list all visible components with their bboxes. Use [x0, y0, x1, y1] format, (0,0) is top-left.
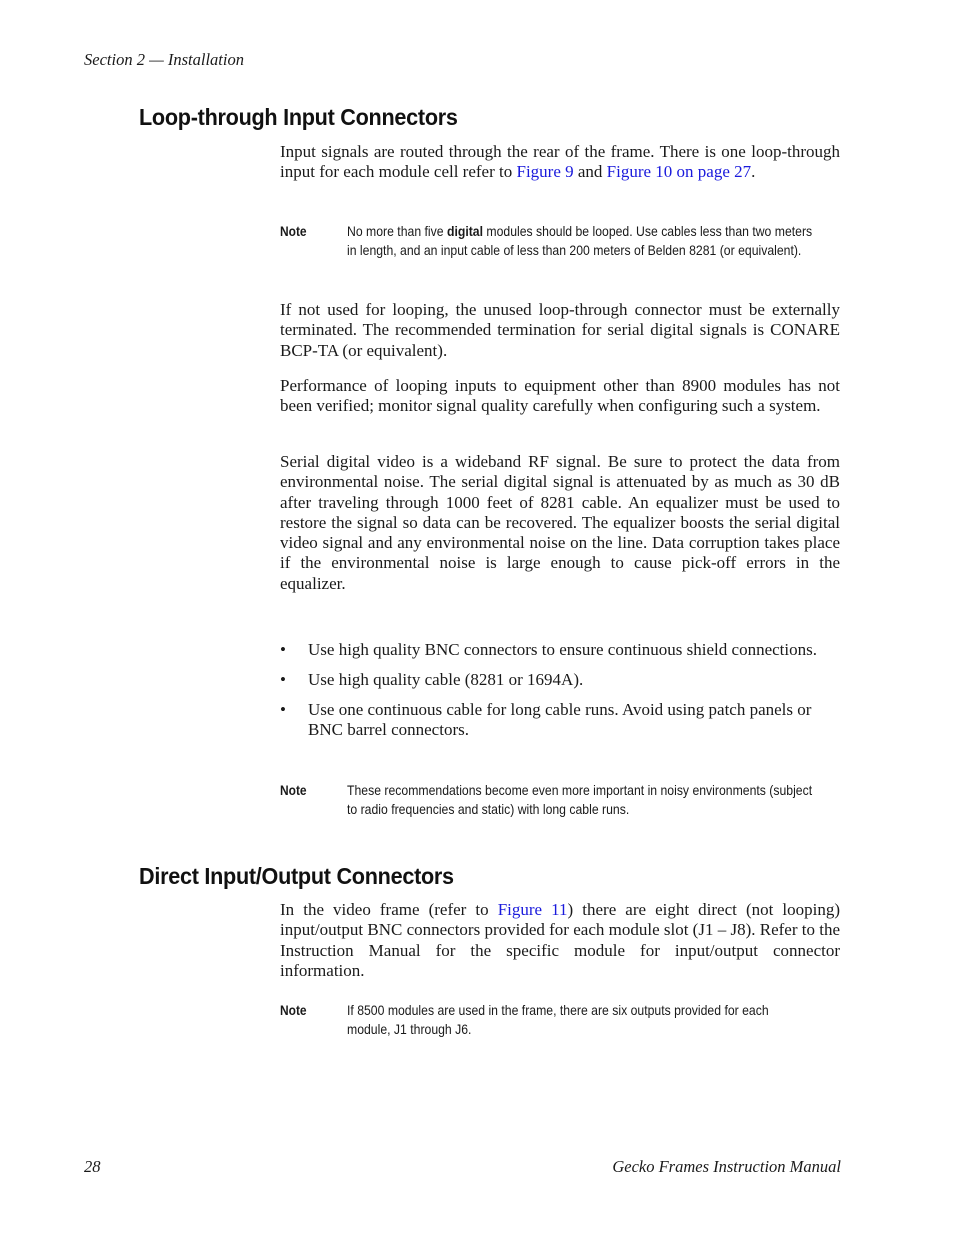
- serial-digital-paragraph: Serial digital video is a wideband RF signal. Be sure to protect the data from environmental noise. The serial digital signal is attenuated by as much as 30 dB after traveling through 1000 feet of 8281 cable. An equalizer must be used to restore the signal so data can be recovered. The equalizer boosts the serial digital video signal and any environmental noise on the line. Data corruption takes place if the environmental noise is large enough to cause pick-off errors in the equalizer.: [280, 452, 840, 593]
- note-label: Note: [280, 783, 307, 798]
- list-item-text: Use one continuous cable for long cable runs. Avoid using patch panels or BNC barrel connectors.: [308, 699, 812, 740]
- loop-intro-text-3: .: [751, 162, 756, 182]
- figure-10-link[interactable]: Figure 10 on page 27: [606, 162, 752, 182]
- page-number: 28: [84, 1157, 101, 1176]
- list-item-text: Use high quality BNC connectors to ensure continuous shield connections.: [308, 640, 817, 659]
- list-item-text: Use high quality cable (8281 or 1694A).: [308, 669, 584, 689]
- loop-intro-text-1: Input signals are routed through the rear of the frame. There is one loop-through input for each module cell refer to: [280, 142, 840, 182]
- performance-paragraph: Performance of looping inputs to equipment other than 8900 modules has not been verified; monitor signal quality carefully when configuring such a system.: [280, 376, 840, 416]
- note-body: If 8500 modules are used in the frame, there are six outputs provided for each module, J1 through J6.: [347, 1003, 769, 1038]
- termination-paragraph: If not used for looping, the unused loop-through connector must be externally terminated. The recommended termination for serial digital signals is CONARE BCP-TA (or equivalent).: [280, 300, 840, 360]
- bullet-icon: •: [280, 640, 286, 659]
- note-body: These recommendations become even more important in noisy environments (subject to radio frequencies and static) with long cable runs.: [347, 783, 813, 818]
- running-head: Section 2 — Installation: [84, 50, 244, 69]
- list-item: [280, 640, 840, 660]
- recommendations-list: [280, 640, 840, 750]
- note-text-2: modules should be looped. Use cables less than two meters in length, and an input cable of less than 200 meters of Belden 8281 (or equivalent).: [347, 224, 813, 259]
- figure-9-link[interactable]: Figure 9: [516, 162, 574, 182]
- section-heading-direct-io: Direct Input/Output Connectors: [139, 863, 454, 889]
- direct-intro-paragraph: [280, 900, 840, 981]
- note-body: [347, 222, 815, 260]
- section-heading-loop-through: Loop-through Input Connectors: [139, 104, 458, 130]
- note-label: Note: [280, 1003, 307, 1018]
- note-bold-digital: digital: [446, 224, 483, 239]
- figure-11-link[interactable]: Figure 11: [497, 900, 568, 919]
- bullet-icon: •: [280, 699, 286, 719]
- list-item: [280, 670, 840, 690]
- direct-intro-text-2: ) there are eight direct (not looping) input/output BNC connectors provided for each module slot (J1 – J8). Refer to the Instruction Manual for the specific module for input/output connector information.: [280, 900, 840, 980]
- loop-intro-paragraph: [280, 142, 840, 183]
- note-label: Note: [280, 224, 307, 239]
- list-item: [280, 700, 840, 741]
- note-text-1: No more than five: [347, 224, 447, 239]
- bullet-icon: •: [280, 669, 286, 689]
- manual-title: Gecko Frames Instruction Manual: [612, 1157, 841, 1176]
- loop-intro-text-2: and: [573, 162, 607, 182]
- direct-intro-text-1: In the video frame (refer to: [280, 900, 498, 919]
